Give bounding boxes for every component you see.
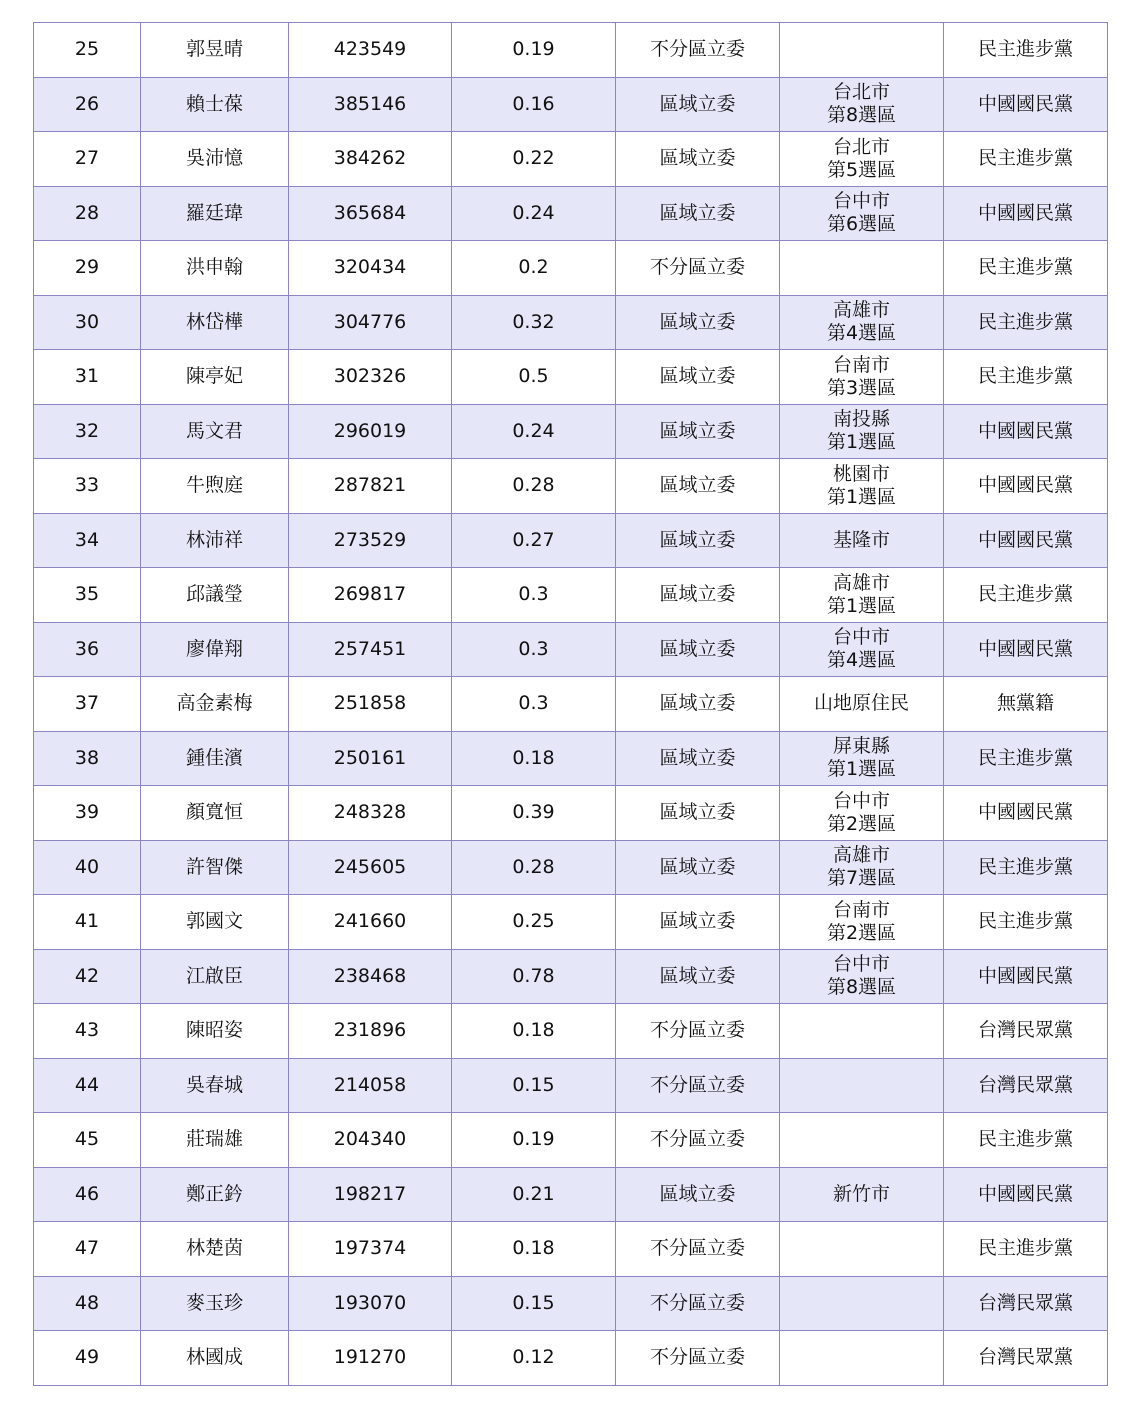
votes-cell: 384262 — [289, 132, 452, 187]
district-line: 台中市 — [832, 190, 890, 213]
table-row — [34, 350, 1108, 405]
district-cell — [780, 1058, 944, 1113]
seat-type-cell: 區域立委 — [616, 568, 780, 623]
rank-cell: 41 — [34, 895, 141, 950]
name-cell: 洪申翰 — [141, 241, 289, 296]
rank-cell: 49 — [34, 1331, 141, 1386]
rank-cell: 35 — [34, 568, 141, 623]
rank-cell: 31 — [34, 350, 141, 405]
party-cell: 民主進步黨 — [944, 568, 1108, 623]
district-line: 台中市 — [832, 789, 890, 812]
district-cell — [780, 622, 944, 677]
table-row — [34, 23, 1108, 78]
party-cell: 中國國民黨 — [944, 1167, 1108, 1222]
district-line: 第1選區 — [826, 485, 897, 508]
rank-cell: 34 — [34, 513, 141, 568]
district-line: 第4選區 — [826, 649, 897, 672]
district-line: 基隆市 — [832, 528, 890, 551]
party-cell: 民主進步黨 — [944, 132, 1108, 187]
district-line: 第8選區 — [826, 104, 897, 127]
district-cell — [780, 1222, 944, 1277]
seat-type-cell: 不分區立委 — [616, 1113, 780, 1168]
seat-type-cell: 不分區立委 — [616, 1004, 780, 1059]
rank-cell: 28 — [34, 186, 141, 241]
ratio-cell: 0.18 — [452, 731, 616, 786]
party-cell: 中國國民黨 — [944, 513, 1108, 568]
table-row — [34, 459, 1108, 514]
ratio-cell: 0.78 — [452, 949, 616, 1004]
ratio-cell: 0.16 — [452, 77, 616, 132]
name-cell: 林岱樺 — [141, 295, 289, 350]
table-row — [34, 1222, 1108, 1277]
seat-type-cell: 區域立委 — [616, 350, 780, 405]
table-row — [34, 295, 1108, 350]
district-line: 台北市 — [832, 135, 890, 158]
votes-cell: 193070 — [289, 1276, 452, 1331]
party-cell: 中國國民黨 — [944, 404, 1108, 459]
district-cell — [780, 1004, 944, 1059]
district-line: 高雄市 — [832, 299, 890, 322]
district-line: 第6選區 — [826, 213, 897, 236]
district-line: 第4選區 — [826, 322, 897, 345]
district-cell — [780, 513, 944, 568]
district-line: 第2選區 — [826, 812, 897, 835]
ratio-cell: 0.39 — [452, 786, 616, 841]
party-cell: 中國國民黨 — [944, 186, 1108, 241]
district-line: 第8選區 — [826, 976, 897, 999]
table-row — [34, 1058, 1108, 1113]
district-line: 高雄市 — [832, 844, 890, 867]
district-cell — [780, 77, 944, 132]
party-cell: 台灣民眾黨 — [944, 1058, 1108, 1113]
rank-cell: 25 — [34, 23, 141, 78]
seat-type-cell: 不分區立委 — [616, 1331, 780, 1386]
name-cell: 麥玉珍 — [141, 1276, 289, 1331]
district-line: 第1選區 — [826, 594, 897, 617]
name-cell: 邱議瑩 — [141, 568, 289, 623]
district-cell — [780, 1331, 944, 1386]
rank-cell: 38 — [34, 731, 141, 786]
seat-type-cell: 區域立委 — [616, 949, 780, 1004]
table-row — [34, 186, 1108, 241]
rank-cell: 40 — [34, 840, 141, 895]
ratio-cell: 0.32 — [452, 295, 616, 350]
district-line: 高雄市 — [832, 571, 890, 594]
ratio-cell: 0.5 — [452, 350, 616, 405]
name-cell: 賴士葆 — [141, 77, 289, 132]
votes-cell: 231896 — [289, 1004, 452, 1059]
name-cell: 牛煦庭 — [141, 459, 289, 514]
seat-type-cell: 區域立委 — [616, 622, 780, 677]
district-line: 屏東縣 — [832, 735, 890, 758]
name-cell: 高金素梅 — [141, 677, 289, 732]
district-line: 第1選區 — [826, 758, 897, 781]
party-cell: 中國國民黨 — [944, 77, 1108, 132]
rank-cell: 26 — [34, 77, 141, 132]
party-cell: 民主進步黨 — [944, 241, 1108, 296]
rank-cell: 42 — [34, 949, 141, 1004]
district-cell — [780, 731, 944, 786]
ratio-cell: 0.28 — [452, 459, 616, 514]
table-row — [34, 786, 1108, 841]
district-line: 台南市 — [832, 898, 890, 921]
rank-cell: 39 — [34, 786, 141, 841]
table-row — [34, 1276, 1108, 1331]
table-row — [34, 1167, 1108, 1222]
party-cell: 中國國民黨 — [944, 459, 1108, 514]
table-row — [34, 404, 1108, 459]
district-line: 台北市 — [832, 81, 890, 104]
district-cell — [780, 1276, 944, 1331]
table-row — [34, 1331, 1108, 1386]
rank-cell: 47 — [34, 1222, 141, 1277]
district-line: 台中市 — [832, 626, 890, 649]
seat-type-cell: 區域立委 — [616, 786, 780, 841]
votes-cell: 191270 — [289, 1331, 452, 1386]
votes-cell: 320434 — [289, 241, 452, 296]
district-cell — [780, 840, 944, 895]
district-cell — [780, 295, 944, 350]
party-cell: 民主進步黨 — [944, 295, 1108, 350]
district-line: 第5選區 — [826, 158, 897, 181]
votes-cell: 385146 — [289, 77, 452, 132]
name-cell: 林沛祥 — [141, 513, 289, 568]
district-cell — [780, 241, 944, 296]
votes-cell: 197374 — [289, 1222, 452, 1277]
votes-cell: 214058 — [289, 1058, 452, 1113]
rank-cell: 36 — [34, 622, 141, 677]
legislator-table — [33, 22, 1108, 1386]
votes-cell: 304776 — [289, 295, 452, 350]
votes-cell: 238468 — [289, 949, 452, 1004]
seat-type-cell: 區域立委 — [616, 132, 780, 187]
ratio-cell: 0.3 — [452, 622, 616, 677]
district-line: 南投縣 — [832, 408, 890, 431]
ratio-cell: 0.3 — [452, 568, 616, 623]
seat-type-cell: 區域立委 — [616, 731, 780, 786]
seat-type-cell: 區域立委 — [616, 840, 780, 895]
seat-type-cell: 不分區立委 — [616, 1222, 780, 1277]
ratio-cell: 0.18 — [452, 1004, 616, 1059]
rank-cell: 48 — [34, 1276, 141, 1331]
rank-cell: 33 — [34, 459, 141, 514]
name-cell: 鍾佳濱 — [141, 731, 289, 786]
ratio-cell: 0.15 — [452, 1276, 616, 1331]
ratio-cell: 0.22 — [452, 132, 616, 187]
votes-cell: 273529 — [289, 513, 452, 568]
seat-type-cell: 區域立委 — [616, 1167, 780, 1222]
name-cell: 吳春城 — [141, 1058, 289, 1113]
party-cell: 民主進步黨 — [944, 895, 1108, 950]
name-cell: 許智傑 — [141, 840, 289, 895]
party-cell: 民主進步黨 — [944, 840, 1108, 895]
district-cell — [780, 1113, 944, 1168]
votes-cell: 296019 — [289, 404, 452, 459]
name-cell: 鄭正鈐 — [141, 1167, 289, 1222]
ratio-cell: 0.15 — [452, 1058, 616, 1113]
name-cell: 陳亭妃 — [141, 350, 289, 405]
table-row — [34, 1004, 1108, 1059]
party-cell: 中國國民黨 — [944, 786, 1108, 841]
ratio-cell: 0.2 — [452, 241, 616, 296]
party-cell: 民主進步黨 — [944, 1222, 1108, 1277]
district-cell — [780, 23, 944, 78]
district-cell — [780, 1167, 944, 1222]
district-cell — [780, 350, 944, 405]
ratio-cell: 0.25 — [452, 895, 616, 950]
seat-type-cell: 區域立委 — [616, 77, 780, 132]
votes-cell: 241660 — [289, 895, 452, 950]
ratio-cell: 0.21 — [452, 1167, 616, 1222]
name-cell: 吳沛憶 — [141, 132, 289, 187]
district-line: 台南市 — [832, 353, 890, 376]
table-row — [34, 840, 1108, 895]
rank-cell: 29 — [34, 241, 141, 296]
table-row — [34, 895, 1108, 950]
rank-cell: 46 — [34, 1167, 141, 1222]
ratio-cell: 0.19 — [452, 23, 616, 78]
name-cell: 莊瑞雄 — [141, 1113, 289, 1168]
name-cell: 羅廷瑋 — [141, 186, 289, 241]
seat-type-cell: 區域立委 — [616, 513, 780, 568]
ratio-cell: 0.18 — [452, 1222, 616, 1277]
name-cell: 馬文君 — [141, 404, 289, 459]
district-cell — [780, 132, 944, 187]
district-cell — [780, 568, 944, 623]
votes-cell: 365684 — [289, 186, 452, 241]
rank-cell: 32 — [34, 404, 141, 459]
votes-cell: 250161 — [289, 731, 452, 786]
name-cell: 陳昭姿 — [141, 1004, 289, 1059]
district-line: 第1選區 — [826, 431, 897, 454]
district-line: 台中市 — [832, 953, 890, 976]
ratio-cell: 0.3 — [452, 677, 616, 732]
district-cell — [780, 404, 944, 459]
table-row — [34, 1113, 1108, 1168]
district-line: 第3選區 — [826, 376, 897, 399]
seat-type-cell: 不分區立委 — [616, 1276, 780, 1331]
ratio-cell: 0.19 — [452, 1113, 616, 1168]
district-cell — [780, 459, 944, 514]
district-cell — [780, 786, 944, 841]
table-row — [34, 241, 1108, 296]
rank-cell: 43 — [34, 1004, 141, 1059]
votes-cell: 198217 — [289, 1167, 452, 1222]
seat-type-cell: 區域立委 — [616, 404, 780, 459]
party-cell: 中國國民黨 — [944, 949, 1108, 1004]
votes-cell: 269817 — [289, 568, 452, 623]
votes-cell: 251858 — [289, 677, 452, 732]
votes-cell: 287821 — [289, 459, 452, 514]
seat-type-cell: 區域立委 — [616, 459, 780, 514]
party-cell: 民主進步黨 — [944, 23, 1108, 78]
district-line: 第7選區 — [826, 867, 897, 890]
name-cell: 江啟臣 — [141, 949, 289, 1004]
district-line: 第2選區 — [826, 921, 897, 944]
legislator-ranking-sheet — [33, 22, 1107, 1386]
seat-type-cell: 不分區立委 — [616, 23, 780, 78]
ratio-cell: 0.27 — [452, 513, 616, 568]
rank-cell: 45 — [34, 1113, 141, 1168]
name-cell: 顏寬恒 — [141, 786, 289, 841]
table-body — [34, 23, 1108, 1386]
seat-type-cell: 區域立委 — [616, 677, 780, 732]
table-row — [34, 731, 1108, 786]
seat-type-cell: 區域立委 — [616, 895, 780, 950]
party-cell: 台灣民眾黨 — [944, 1331, 1108, 1386]
district-cell — [780, 677, 944, 732]
district-line: 山地原住民 — [813, 692, 909, 715]
name-cell: 廖偉翔 — [141, 622, 289, 677]
rank-cell: 37 — [34, 677, 141, 732]
ratio-cell: 0.28 — [452, 840, 616, 895]
table-row — [34, 513, 1108, 568]
table-row — [34, 568, 1108, 623]
district-cell — [780, 895, 944, 950]
votes-cell: 204340 — [289, 1113, 452, 1168]
party-cell: 中國國民黨 — [944, 622, 1108, 677]
rank-cell: 27 — [34, 132, 141, 187]
votes-cell: 257451 — [289, 622, 452, 677]
table-row — [34, 677, 1108, 732]
party-cell: 民主進步黨 — [944, 350, 1108, 405]
party-cell: 民主進步黨 — [944, 731, 1108, 786]
seat-type-cell: 區域立委 — [616, 295, 780, 350]
party-cell: 台灣民眾黨 — [944, 1004, 1108, 1059]
party-cell: 民主進步黨 — [944, 1113, 1108, 1168]
seat-type-cell: 區域立委 — [616, 186, 780, 241]
seat-type-cell: 不分區立委 — [616, 241, 780, 296]
district-line: 桃園市 — [832, 462, 890, 485]
district-line: 新竹市 — [832, 1182, 890, 1205]
name-cell: 林楚茵 — [141, 1222, 289, 1277]
table-row — [34, 622, 1108, 677]
party-cell: 台灣民眾黨 — [944, 1276, 1108, 1331]
district-cell — [780, 949, 944, 1004]
table-row — [34, 132, 1108, 187]
ratio-cell: 0.24 — [452, 404, 616, 459]
seat-type-cell: 不分區立委 — [616, 1058, 780, 1113]
name-cell: 林國成 — [141, 1331, 289, 1386]
votes-cell: 248328 — [289, 786, 452, 841]
district-cell — [780, 186, 944, 241]
name-cell: 郭國文 — [141, 895, 289, 950]
ratio-cell: 0.12 — [452, 1331, 616, 1386]
table-row — [34, 77, 1108, 132]
ratio-cell: 0.24 — [452, 186, 616, 241]
votes-cell: 245605 — [289, 840, 452, 895]
rank-cell: 30 — [34, 295, 141, 350]
votes-cell: 302326 — [289, 350, 452, 405]
party-cell: 無黨籍 — [944, 677, 1108, 732]
votes-cell: 423549 — [289, 23, 452, 78]
name-cell: 郭昱晴 — [141, 23, 289, 78]
table-row — [34, 949, 1108, 1004]
rank-cell: 44 — [34, 1058, 141, 1113]
